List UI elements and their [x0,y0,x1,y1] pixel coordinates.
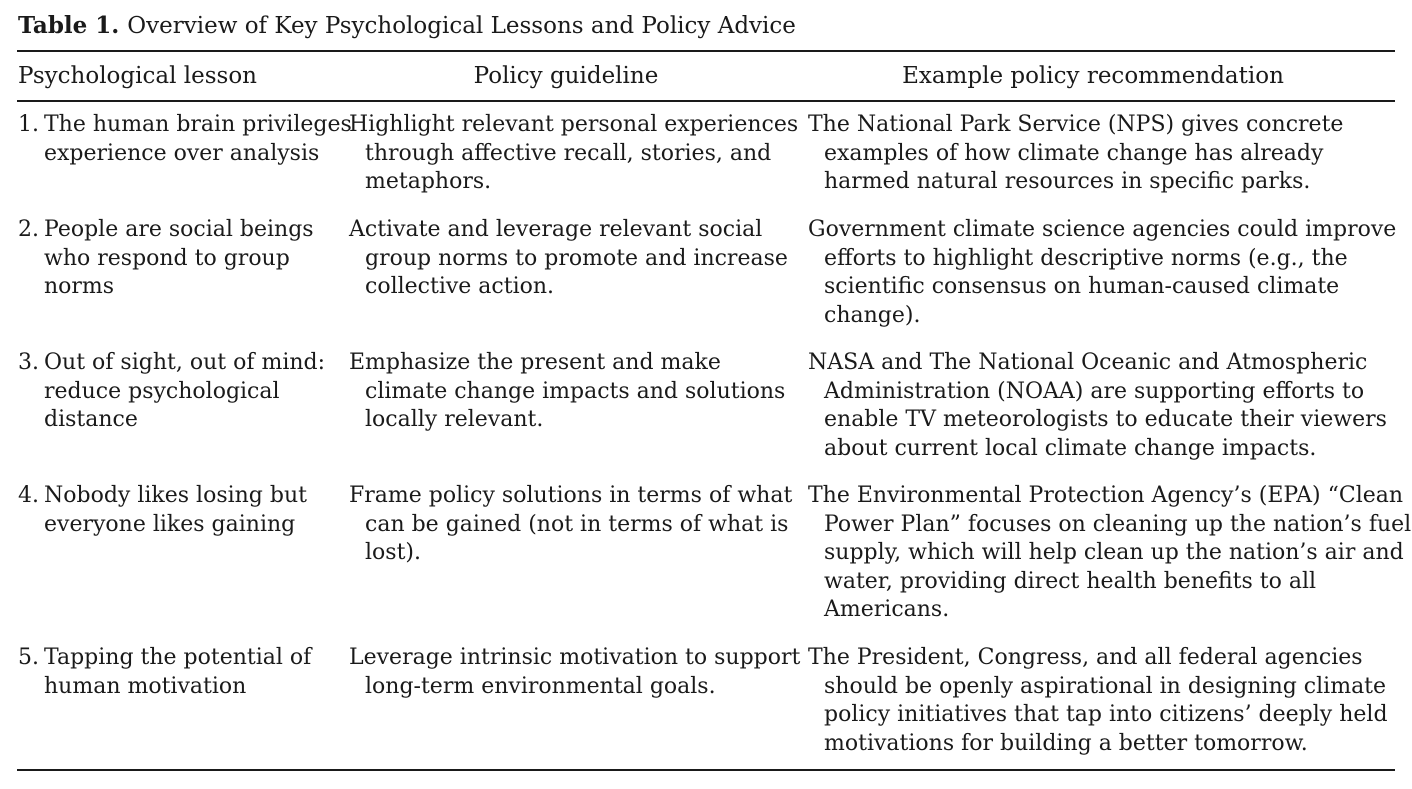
row-5-example: The President, Congress, and all federal agencies should be openly aspirational in designing climate policy initiatives that tap into citizens’ deeply held motivations for building a better tomorrow. [808,645,1388,756]
header-rule [17,100,1395,102]
row-1-lesson: 1. The human brain privileges experience over analysis [18,112,352,166]
header-policy-guideline: Policy guideline [473,63,659,89]
row-5-guideline: Leverage intrinsic motivation to support long-term environmental goals. [349,645,801,699]
row-2-example: Government climate science agencies could improve efforts to highlight descriptive norms (e.g., the scientific consensus on human-caused climate change). [808,217,1397,328]
row-4-lesson: 4. Nobody likes losing but everyone likes gaining [18,483,307,537]
bottom-rule [17,769,1395,771]
table-caption [18,10,796,42]
table-label: Table 1. [18,12,120,39]
row-4-number: 4. [18,483,39,508]
row-4-guideline: Frame policy solutions in terms of what can be gained (not in terms of what is lost). [349,483,793,565]
row-1-number: 1. [18,112,39,137]
row-3-number: 3. [18,350,39,375]
row-4-example: The Environmental Protection Agency’s (EPA) “Clean Power Plan” focuses on cleaning up the nation’s fuel supply, which will help clean up the nation’s air and water, providing direct health benefits to all Americans. [808,483,1412,622]
row-2-number: 2. [18,217,39,242]
header-example-recommendation: Example policy recommendation [902,63,1284,89]
row-5-lesson: 5. Tapping the potential of human motivation [18,645,312,699]
row-3-example: NASA and The National Oceanic and Atmospheric Administration (NOAA) are supporting efforts to enable TV meteorologists to educate their viewers about current local climate change impacts. [808,350,1387,461]
table-title: Overview of Key Psychological Lessons and Policy Advice [127,13,796,39]
row-2-lesson: 2. People are social beings who respond to group norms [18,217,314,299]
row-3-guideline: Emphasize the present and make climate change impacts and solutions locally relevant. [349,350,786,432]
top-rule [17,50,1395,52]
row-2-guideline: Activate and leverage relevant social group norms to promote and increase collective action. [349,217,788,299]
row-1-guideline: Highlight relevant personal experiences through affective recall, stories, and metaphors. [349,112,799,194]
header-psychological-lesson: Psychological lesson [18,63,257,89]
row-5-number: 5. [18,645,39,670]
row-1-example: The National Park Service (NPS) gives concrete examples of how climate change has already harmed natural resources in specific parks. [808,112,1344,194]
row-3-lesson: 3. Out of sight, out of mind: reduce psychological distance [18,350,326,432]
